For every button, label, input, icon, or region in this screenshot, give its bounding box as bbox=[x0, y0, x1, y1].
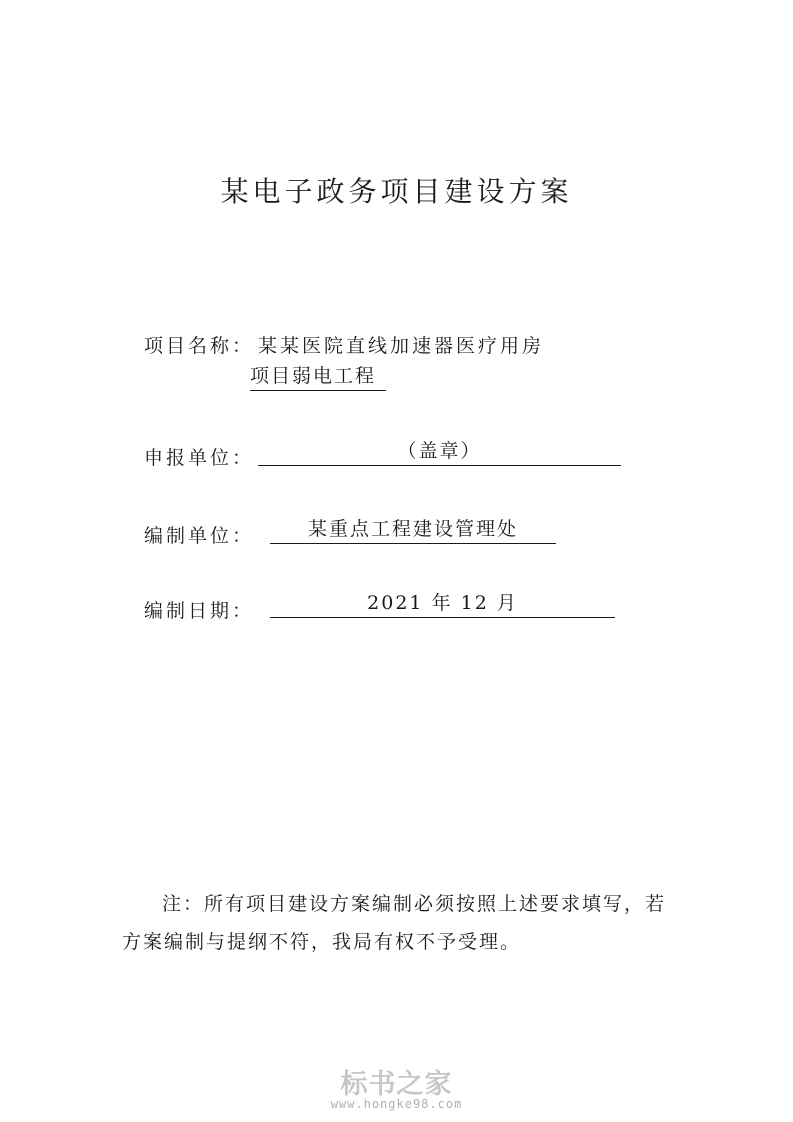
applicant-label: 申报单位： bbox=[144, 447, 255, 469]
date-value: 2021 年 12 月 bbox=[270, 589, 615, 618]
date-label: 编制日期： bbox=[144, 600, 255, 622]
compiler-value: 某重点工程建设管理处 bbox=[270, 515, 556, 544]
watermark-logo: 标书之家 bbox=[340, 1069, 453, 1100]
project-name-label: 项目名称： bbox=[144, 335, 255, 357]
project-name-value-line2: 项目弱电工程 bbox=[250, 362, 386, 391]
compiler-label: 编制单位： bbox=[144, 525, 255, 547]
document-title: 某电子政务项目建设方案 bbox=[220, 175, 573, 208]
watermark-url: www.hongke98.com bbox=[330, 1097, 463, 1111]
project-name-value-line1: 某某医院直线加速器医疗用房 bbox=[258, 335, 545, 357]
note-paragraph: 注：所有项目建设方案编制必须按照上述要求填写，若方案编制与提纲不符，我局有权不予受理。 bbox=[122, 893, 667, 953]
applicant-value: （盖章） bbox=[258, 437, 621, 466]
